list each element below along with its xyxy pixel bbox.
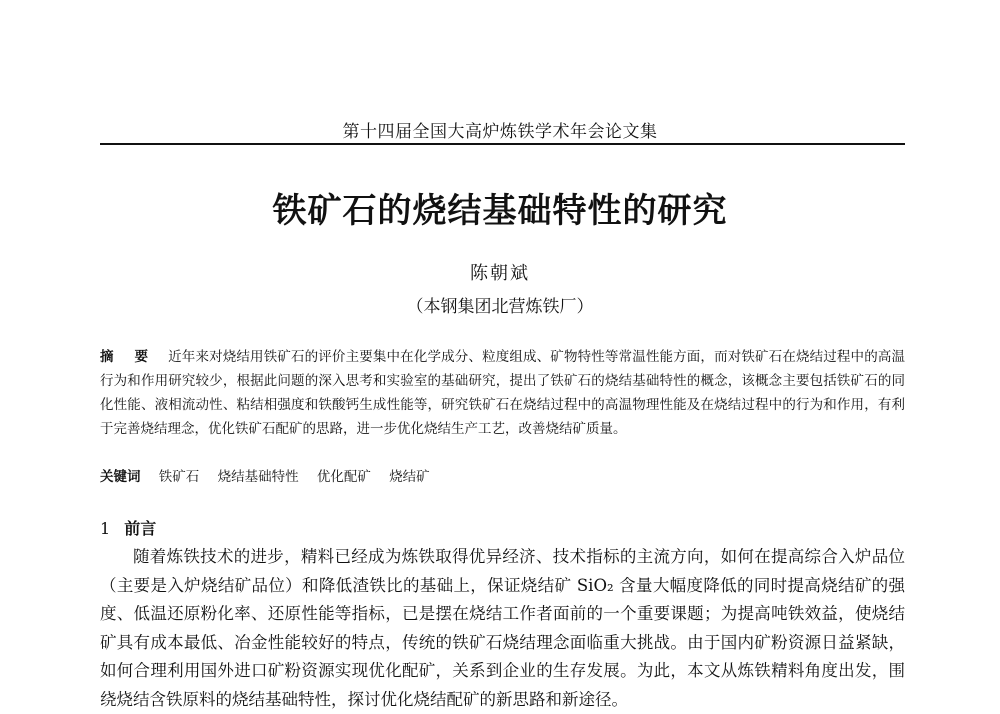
header-divider [100,143,905,145]
paper-title: 铁矿石的烧结基础特性的研究 [272,191,728,231]
proceedings-header: 第十四届全国大高炉炼铁学术年会论文集 [342,122,658,142]
section-title: 前言 [124,519,157,538]
author-affiliation: （本钢集团北营炼铁厂） [406,297,594,317]
section-number: 1 [100,519,111,538]
abstract [100,345,905,441]
keywords-label: 关键词 [100,469,141,485]
keyword-item: 铁矿石 [158,469,200,485]
author-name: 陈朝斌 [470,263,530,284]
section-heading [100,516,156,539]
keyword-item: 烧结矿 [389,469,430,485]
keyword-item: 烧结基础特性 [217,469,299,485]
abstract-label: 摘 要 [100,349,157,365]
abstract-text: 近年来对烧结用铁矿石的评价主要集中在化学成分、粒度组成、矿物特性等常温性能方面，而对铁矿石在烧结过程中的高温行为和作用研究较少，根据此问题的深入思考和实验室的基础研究，提出了铁矿石的烧结基础特性的概念，该概念主要包括铁矿石的同化性能、液相流动性、粘结相强度和铁酸钙生成性能等，研究铁矿石在烧结过程中的高温物理性能及在烧结过程中的行为和作用，有利于完善烧结理念，优化铁矿石配矿的思路，进一步优化烧结生产工艺，改善烧结矿质量。 [100,349,906,437]
keyword-item: 优化配矿 [316,469,371,485]
section-paragraph: 随着炼铁技术的进步，精料已经成为炼铁取得优异经济、技术指标的主流方向，如何在提高综合入炉品位（主要是入炉烧结矿品位）和降低渣铁比的基础上，保证烧结矿 SiO₂ 含量大幅度降低的同时提高烧结矿的强度、低温还原粉化率、还原性能等指标，已是摆在烧结工作者面前的一个重要课题；为提高吨铁效益，使烧结矿具有成本最低、冶金性能较好的特点，传统的铁矿石烧结理念面临重大挑战。由于国内矿粉资源日益紧缺，如何合理利用国外进口矿粉资源实现优化配矿，关系到企业的生存发展。为此，本文从炼铁精料角度出发，围绕烧结含铁原料的烧结基础特性，探讨优化烧结配矿的新思路和新途径。 [100,547,905,709]
keywords [100,465,905,489]
